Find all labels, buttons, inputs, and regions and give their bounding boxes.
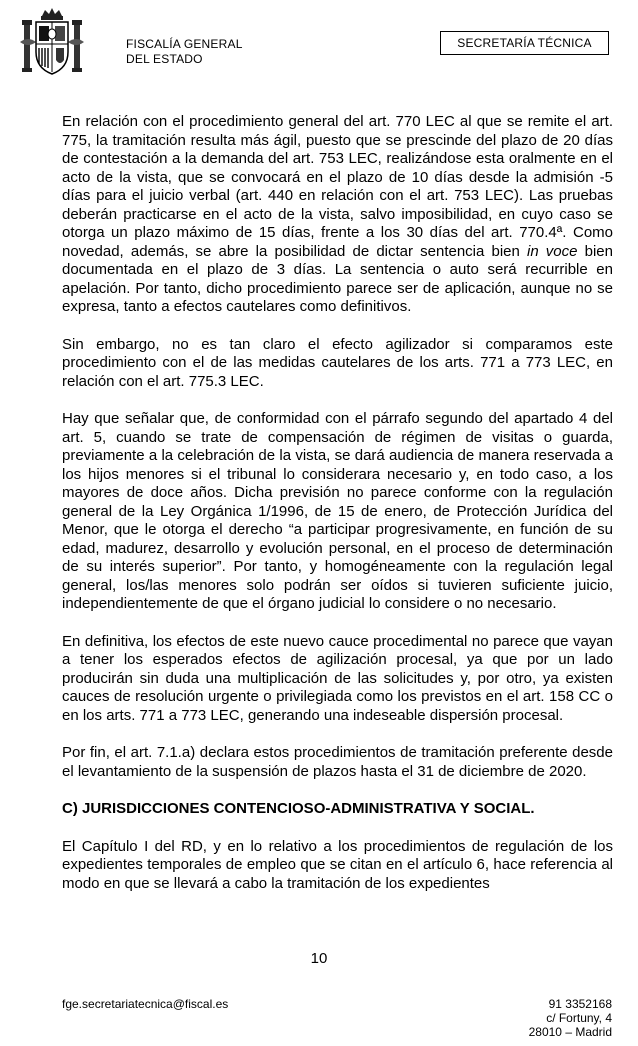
organization-name-line2: DEL ESTADO (126, 51, 203, 66)
paragraph: Por fin, el art. 7.1.a) declara estos procedimientos de tramitación preferente desde el levantamiento de la suspensión de plazos hasta el 31 de diciembre de 2020. (62, 744, 613, 780)
footer-street: c/ Fortuny, 4 (546, 1011, 612, 1025)
organization-name (126, 37, 243, 66)
italic-term: in voce (527, 242, 578, 260)
paragraph-text: En relación con el procedimiento general del art. 770 LEC al que se remite el art. 775, la tramitación resulta más ágil, puesto que se prescinde del plazo de 20 días de contestación a la demanda del art. 753 LEC, realizándose esta oralmente en el acto de la vista, que se convocará en el plazo de 10 días desde la admisión -5 días para el juicio verbal (art. 440 en relación con el art. 753 LEC). Las pruebas deberán practicarse en el acto de la vista, salvo imposibilidad, en cuyo caso se otorga un plazo máximo de 15 días, frente a los 30 días del art. 770.4ª. Como novedad, además, se abre la posibilidad de dictar sentencia bien (62, 113, 613, 260)
paragraph-text: bien documentada en el plazo de 3 días. La sentencia o auto será recurrible en apelación. Por tanto, dicho procedimiento parece ser de aplicación, aunque no se expresa, tanto a efectos cautelares como definitivos. (62, 242, 613, 315)
paragraph: El Capítulo I del RD, y en lo relativo a los procedimientos de regulación de los expedientes temporales de empleo que se citan en el artículo 6, hace referencia al modo en que se llevará a cabo la tramitación de los expedientes (62, 837, 613, 892)
document-body (62, 113, 613, 912)
section-heading: C) JURISDICCIONES CONTENCIOSO-ADMINISTRATIVA Y SOCIAL. (62, 800, 535, 817)
paragraph: Hay que señalar que, de conformidad con el párrafo segundo del apartado 4 del art. 5, cuando se trate de compensación de régimen de visitas o guarda, previamente a la celebración de la vista, se dará audiencia de manera reservada a los hijos menores si el tribunal lo considerara necesario y, en todo caso, a los mayores de doce años. Dicha previsión no parece conforme con la regulación general de la Ley Orgánica 1/1996, de 15 de enero, de Protección Jurídica del Menor, que le otorga el derecho “a participar progresivamente, en función de su edad, madurez, desarrollo y evolución personal, en el proceso de determinación de su interés superior”. Por tanto, y homogéneamente con la regulación legal general, los/las menores solo podrán ser oídos si tuvieren suficiente juicio, independientemente de que el órgano judicial lo considere o no necesario. (62, 410, 613, 612)
footer-phone: 91 3352168 (548, 997, 612, 1011)
paragraph: Sin embargo, no es tan claro el efecto agilizador si comparamos este procedimiento con el de las medidas cautelares de los arts. 771 a 773 LEC, en relación con el art. 775.3 LEC. (62, 335, 613, 390)
organization-name-line1: FISCALÍA GENERAL (126, 37, 243, 51)
coat-of-arms-icon (20, 6, 84, 80)
footer-email: fge.secretariatecnica@fiscal.es (62, 997, 229, 1011)
department-box: SECRETARÍA TÉCNICA (440, 31, 609, 55)
footer-contact (529, 997, 612, 1039)
paragraph: En definitiva, los efectos de este nuevo cauce procedimental no parece que vayan a tener los esperados efectos de agilización procesal, ya que por un lado producirán sin duda una multiplicación de las solicitudes y, por otro, ya existen cauces de resolución urgente o privilegiada como los previstos en el art. 158 CC o en los arts. 771 a 773 LEC, generando una indeseable dispersión procesal. (62, 632, 613, 724)
footer-city: 28010 – Madrid (528, 1025, 612, 1039)
page-number: 10 (310, 950, 328, 967)
paragraph (62, 113, 613, 317)
